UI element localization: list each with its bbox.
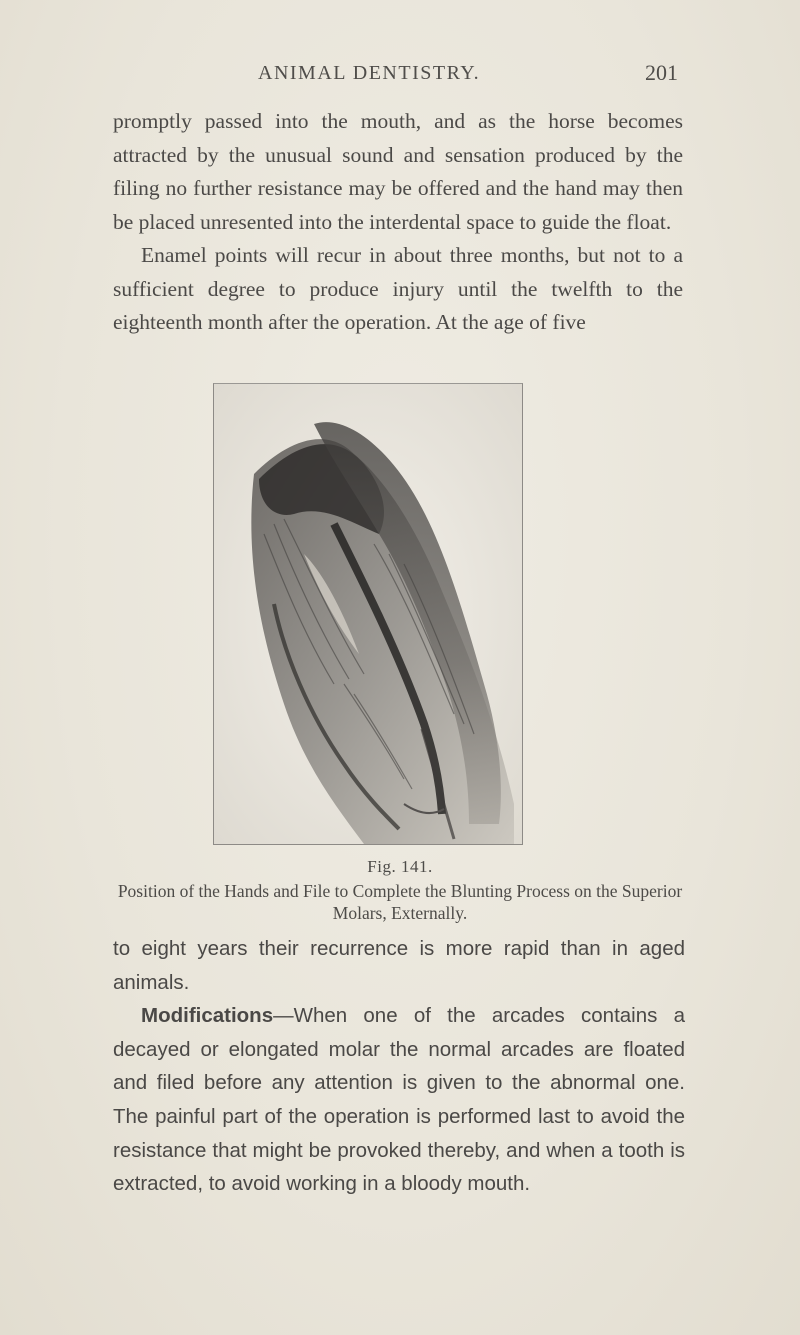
paragraph: to eight years their recurrence is more rapid than in aged animals.	[113, 937, 685, 994]
paragraph-modifications	[113, 999, 685, 1201]
text-block-top	[113, 105, 683, 340]
figure-label: Fig. 141.	[367, 857, 433, 876]
paragraph: Enamel points will recur in about three months, but not to a sufficient degree to produce injury until the twelfth to the eighteenth month after the operation. At the age of five	[113, 243, 683, 334]
paragraph: promptly passed into the mouth, and as the horse becomes attracted by the unusual sound and sensation produced by the filing no further resistance may be offered and the hand may then be placed unresented into the interdental space to guide the float.	[113, 109, 683, 234]
paragraph-body: —When one of the arcades contains a decayed or elongated molar the normal arcades are floated and filed before any attention is given to the abnormal one. The painful part of the operation is performed last to avoid the resistance that might be provoked thereby, and when a tooth is extracted, to avoid working in a bloody mouth.	[113, 1004, 685, 1196]
figure-illustration	[213, 383, 523, 845]
horse-head-float-illustration	[214, 384, 522, 844]
run-in-heading: Modifications	[141, 1004, 274, 1028]
page-number: 201	[645, 60, 678, 85]
figure-caption: Position of the Hands and File to Complete the Blunting Process on the Superior Molars, Externally.	[117, 881, 683, 923]
text-block-bottom	[113, 932, 685, 1201]
running-head: ANIMAL DENTISTRY.	[258, 62, 481, 84]
